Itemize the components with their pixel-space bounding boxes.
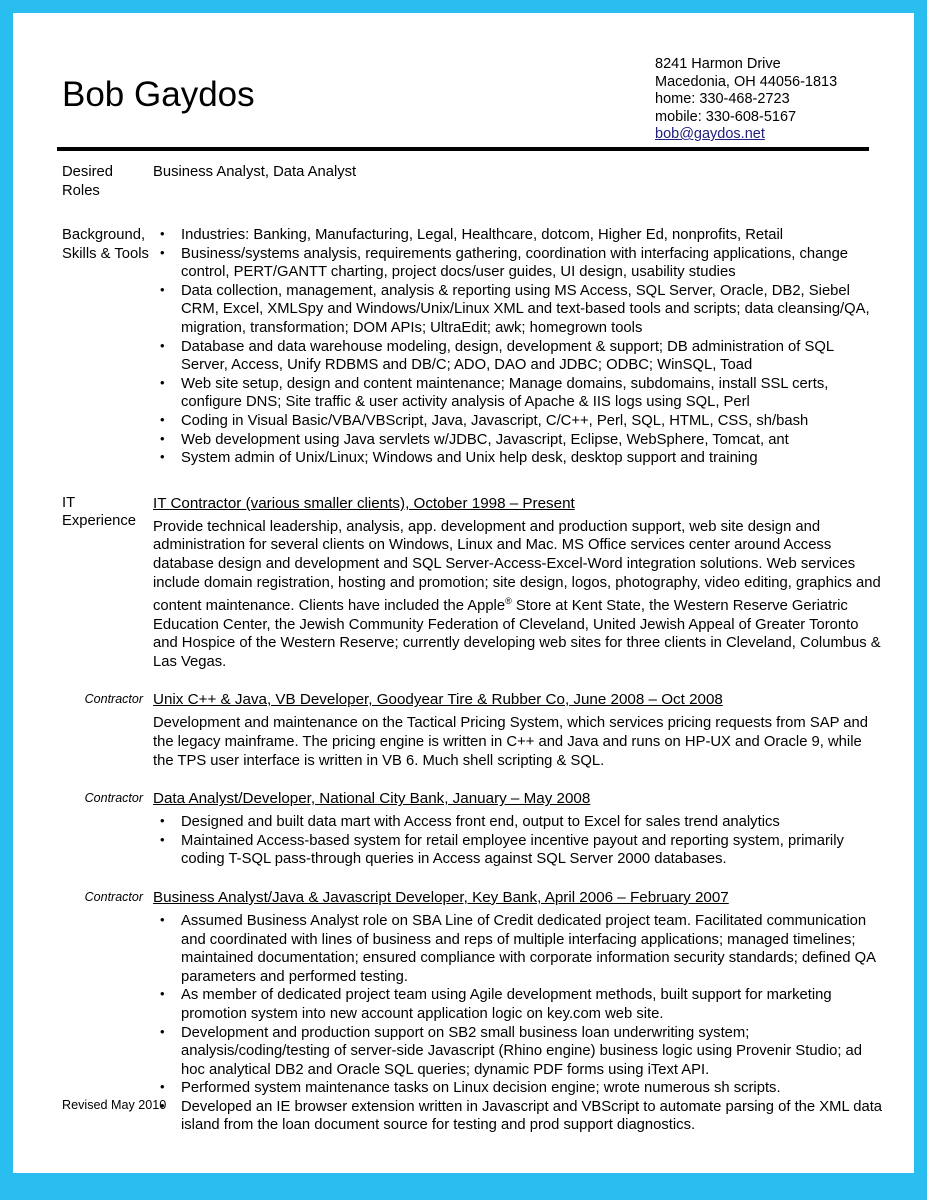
job-title: Unix C++ & Java, VB Developer, Goodyear Tire & Rubber Co, June 2008 – Oct 2008 xyxy=(153,691,723,709)
list-item: • Designed and built data mart with Access front end, output to Excel for sales trend analytics xyxy=(153,813,884,832)
contact-address-line2: Macedonia, OH 44056-1813 xyxy=(655,73,838,90)
job-title: Business Analyst/Java & Javascript Developer, Key Bank, April 2006 – February 2007 xyxy=(153,888,729,906)
job-title: IT Contractor (various smaller clients), October 1998 – Present xyxy=(153,494,575,512)
job-bullet-list xyxy=(153,912,884,1135)
background-bullet-list xyxy=(153,226,884,468)
list-item: • Data collection, management, analysis & reporting using MS Access, SQL Server, Oracle, DB2, Siebel CRM, Excel, XMLSpy and Windows/Unix/Linux XML and text-based tools and scripts; data cleansing/QA, migration, transformation; DOM APIs; UltraEdit; awk; homegrown tools xyxy=(153,282,884,338)
resume-header xyxy=(13,13,914,142)
job-entry-national-city-bank xyxy=(13,789,914,869)
background-label xyxy=(13,226,153,263)
contact-email-link[interactable]: bob@gaydos.net xyxy=(655,126,765,142)
list-item: • Coding in Visual Basic/VBA/VBScript, Java, Javascript, C/C++, Perl, SQL, HTML, CSS, sh/bash xyxy=(153,412,884,431)
job-side-label: Contractor xyxy=(84,889,143,904)
list-item: • System admin of Unix/Linux; Windows and Unix help desk, desktop support and training xyxy=(153,449,884,468)
desired-roles-value: Business Analyst, Data Analyst xyxy=(153,164,357,180)
background-label-line2: Skills & Tools xyxy=(62,245,149,262)
section-background xyxy=(13,226,914,468)
section-desired-roles xyxy=(13,163,914,200)
list-item: • Performed system maintenance tasks on Linux decision engine; wrote numerous sh scripts. xyxy=(153,1079,884,1098)
it-experience-label: IT Experience xyxy=(62,494,137,530)
background-label-line1: Background, xyxy=(62,227,146,243)
job-title: Data Analyst/Developer, National City Bank, January – May 2008 xyxy=(153,790,591,808)
job-entry-goodyear xyxy=(13,690,914,770)
job-description: Provide technical leadership, analysis, app. development and production support, web site design and administration for several clients on Windows, Linux and Mac. MS Office services center around Access database design and development and SQL Server-Access-Excel-Word integration solutions. Web services include domain registration, hosting and promotion; site design, logos, photography, video editing, graphics and content maintenance. Clients have included the Apple® Store at Kent State, the Western Reserve Geriatric Education Center, the Jewish Community Federation of Cleveland, United Jewish Appeal of Greater Toronto and Hospice of the Western Reserve; currently developing web sites for three clients in Cleveland, Columbus & Las Vegas. xyxy=(153,518,881,670)
job-bullet-list xyxy=(153,813,884,869)
revision-note: Revised May 2010 xyxy=(62,1098,167,1112)
resume-page xyxy=(13,13,914,1173)
list-item: • As member of dedicated project team using Agile development methods, built support for marketing promotion system into new account application logic on key.com web site. xyxy=(153,986,884,1023)
job-side-label: Contractor xyxy=(84,692,143,707)
job-side-label: Contractor xyxy=(84,791,143,806)
contact-address-line1: 8241 Harmon Drive xyxy=(655,56,781,72)
desired-roles-label: Desired Roles xyxy=(62,164,113,199)
list-item: • Web development using Java servlets w/JDBC, Javascript, Eclipse, WebSphere, Tomcat, ant xyxy=(153,431,884,450)
list-item: • Business/systems analysis, requirements gathering, coordination with interfacing applications, change control, PERT/GANTT charting, project docs/user guides, UI design, usability studies xyxy=(153,245,884,282)
contact-block xyxy=(655,56,837,144)
resume-content xyxy=(13,163,914,1135)
contact-home-phone: home: 330-468-2723 xyxy=(655,91,790,107)
list-item: • Web site setup, design and content maintenance; Manage domains, subdomains, install SSL certs, configure DNS; Site traffic & user activity analysis of Apache & IIS logs using SQL, Perl xyxy=(153,375,884,412)
list-item: • Maintained Access-based system for retail employee incentive payout and reporting system, primarily coding T-SQL pass-through queries in Access against SQL Server 2000 databases. xyxy=(153,832,884,869)
list-item: • Assumed Business Analyst role on SBA Line of Credit dedicated project team. Facilitated communication and coordinated with lines of business and reps of multiple interfacing applications; managed timelines; maintained documentation; ensured compliance with corporate information security standards; defined QA parameters and performed testing. xyxy=(153,912,884,986)
list-item: • Developed an IE browser extension written in Javascript and VBScript to automate parsing of the XML data island from the loan document source for testing and prod support diagnostics. xyxy=(153,1098,884,1135)
job-description: Development and maintenance on the Tactical Pricing System, which services pricing requests from SAP and the legacy mainframe. The pricing engine is written in C++ and Java and runs on HP-UX and Oracle 9, while the TPS user interface is written in VB 6. Much shell scripting & SQL. xyxy=(153,715,868,769)
list-item: • Database and data warehouse modeling, design, development & support; DB administration of SQL Server, Access, Unify RDBMS and DB/C; ADO, DAO and JDBC; ODBC; WinSQL, Toad xyxy=(153,338,884,375)
list-item: • Industries: Banking, Manufacturing, Legal, Healthcare, dotcom, Higher Ed, nonprofits, Retail xyxy=(153,226,884,245)
list-item: • Development and production support on SB2 small business loan underwriting system; analysis/coding/testing of server-side Javascript (Rhino engine) business logic using Provenir Studio; ad hoc analytical DB2 and Oracle SQL queries; dynamic PDF forms using iText API. xyxy=(153,1024,884,1080)
header-divider xyxy=(57,147,869,151)
section-it-experience xyxy=(13,494,914,672)
contact-mobile-phone: mobile: 330-608-5167 xyxy=(655,108,797,125)
page-title: Bob Gaydos xyxy=(62,75,255,114)
resume-sheet xyxy=(13,13,914,1173)
